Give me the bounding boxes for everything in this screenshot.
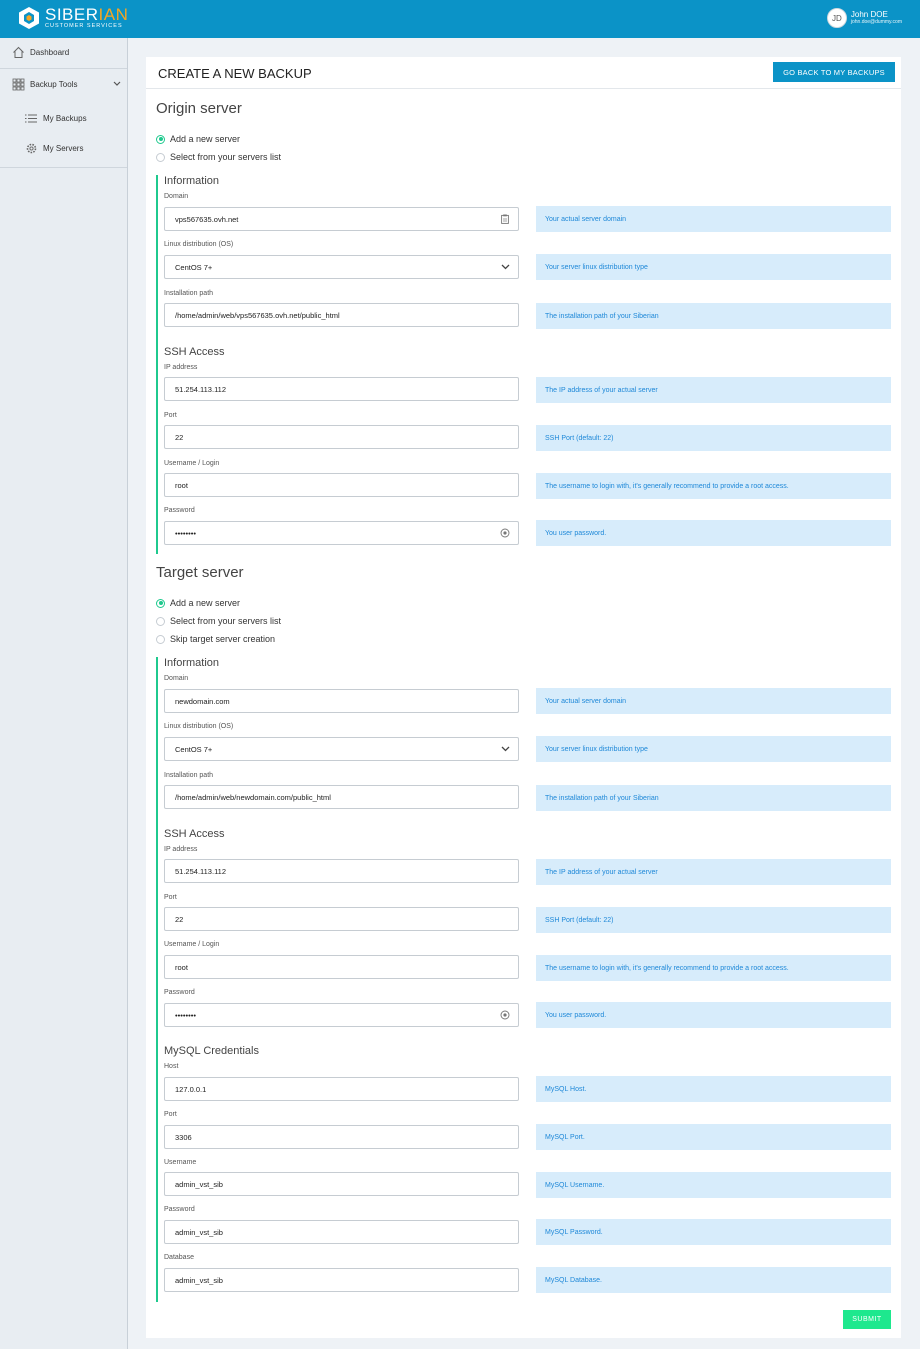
target-ip-label: IP address (164, 846, 198, 853)
origin-port-hint: SSH Port (default: 22) (536, 425, 891, 451)
mysql-port-hint: MySQL Port. (536, 1124, 891, 1150)
origin-ip-hint: The IP address of your actual server (536, 377, 891, 403)
origin-os-hint: Your server linux distribution type (536, 254, 891, 280)
select-value: CentOS 7+ (175, 744, 213, 754)
input-value: 22 (175, 432, 184, 442)
user-name: John DOE (850, 9, 888, 19)
chevron-down-icon[interactable] (500, 744, 510, 754)
origin-ssh-title: SSH Access (164, 346, 225, 358)
mysql-host-hint: MySQL Host. (536, 1076, 891, 1102)
input-value: admin_vst_sib (175, 1227, 223, 1237)
brand-logo[interactable] (18, 6, 128, 30)
gear-icon (24, 141, 38, 155)
user-menu[interactable] (827, 8, 902, 28)
radio-button[interactable] (156, 135, 165, 144)
target-server-title: Target server (156, 564, 244, 581)
sidebar-item-my-servers[interactable] (24, 141, 127, 155)
create-backup-card (146, 57, 901, 1338)
radio-button[interactable] (156, 599, 165, 608)
target-username-input[interactable] (164, 955, 519, 979)
mysql-password-label: Password (164, 1206, 195, 1213)
top-bar (0, 0, 920, 38)
input-value: /home/admin/web/vps567635.ovh.net/public_html (175, 310, 340, 320)
sidebar-item-backup-tools[interactable] (11, 77, 127, 91)
origin-port-input[interactable] (164, 425, 519, 449)
user-email: john.doe@dummy.com (850, 18, 902, 25)
mysql-port-input[interactable] (164, 1125, 519, 1149)
origin-domain-label: Domain (164, 193, 189, 200)
input-value: 22 (175, 914, 184, 924)
radio-label: Add a new server (170, 598, 241, 608)
input-value: 51.254.113.112 (175, 866, 227, 876)
sidebar-item-label: My Backups (43, 113, 87, 123)
target-ip-hint: The IP address of your actual server (536, 859, 891, 885)
clipboard-icon[interactable] (500, 214, 510, 224)
target-username-label: Username / Login (164, 941, 220, 948)
target-domain-hint: Your actual server domain (536, 688, 891, 714)
origin-section-bar (156, 175, 158, 554)
origin-domain-hint: Your actual server domain (536, 206, 891, 232)
origin-server-title: Origin server (156, 100, 242, 117)
card-header (146, 57, 901, 89)
sidebar-item-my-backups[interactable] (24, 111, 127, 125)
divider (0, 167, 127, 168)
mysql-username-hint: MySQL Username. (536, 1172, 891, 1198)
back-to-backups-button[interactable]: GO BACK TO MY BACKUPS (773, 62, 895, 82)
radio-label: Select from your servers list (170, 616, 282, 626)
mysql-database-hint: MySQL Database. (536, 1267, 891, 1293)
avatar[interactable]: JD (827, 8, 847, 28)
input-value: root (175, 480, 188, 490)
page-title: CREATE A NEW BACKUP (158, 66, 312, 81)
origin-path-input[interactable] (164, 303, 519, 327)
sidebar-item-label: Dashboard (30, 47, 70, 57)
chevron-down-icon[interactable] (500, 262, 510, 272)
select-value: CentOS 7+ (175, 262, 213, 272)
mysql-username-input[interactable] (164, 1172, 519, 1196)
target-path-hint: The installation path of your Siberian (536, 785, 891, 811)
mysql-port-label: Port (164, 1111, 177, 1118)
origin-username-label: Username / Login (164, 460, 220, 467)
mysql-host-label: Host (164, 1063, 179, 1070)
origin-username-hint: The username to login with, it's generally recommend to provide a root access. (536, 473, 891, 499)
origin-radio-add-new[interactable] (156, 134, 240, 144)
origin-os-label: Linux distribution (OS) (164, 241, 234, 248)
input-value: •••••••• (175, 1010, 197, 1020)
target-port-hint: SSH Port (default: 22) (536, 907, 891, 933)
target-radio-add-new[interactable] (156, 598, 240, 608)
input-value: •••••••• (175, 528, 197, 538)
radio-label: Skip target server creation (170, 634, 276, 644)
origin-port-label: Port (164, 412, 177, 419)
origin-password-hint: You user password. (536, 520, 891, 546)
target-os-label: Linux distribution (OS) (164, 723, 234, 730)
grid-icon (11, 77, 25, 91)
mysql-database-input[interactable] (164, 1268, 519, 1292)
input-value: newdomain.com (175, 696, 230, 706)
mysql-password-hint: MySQL Password. (536, 1219, 891, 1245)
origin-username-input[interactable] (164, 473, 519, 497)
target-section-bar (156, 657, 158, 1302)
origin-ip-input[interactable] (164, 377, 519, 401)
house-icon (11, 45, 25, 59)
origin-path-hint: The installation path of your Siberian (536, 303, 891, 329)
target-domain-input[interactable] (164, 689, 519, 713)
list-icon (24, 111, 38, 125)
brand-name: SIBERIAN (45, 5, 129, 25)
sidebar-item-label: Backup Tools (30, 79, 78, 89)
origin-ip-label: IP address (164, 364, 198, 371)
origin-password-label: Password (164, 507, 195, 514)
target-ssh-title: SSH Access (164, 828, 225, 840)
eye-icon[interactable] (500, 1010, 510, 1020)
target-password-label: Password (164, 989, 195, 996)
sidebar-item-label: My Servers (43, 143, 84, 153)
input-value: 51.254.113.112 (175, 384, 227, 394)
input-value: root (175, 962, 188, 972)
target-username-hint: The username to login with, it's generally recommend to provide a root access. (536, 955, 891, 981)
radio-label: Select from your servers list (170, 152, 282, 162)
input-value: admin_vst_sib (175, 1275, 223, 1285)
target-path-label: Installation path (164, 772, 214, 779)
mysql-host-input[interactable] (164, 1077, 519, 1101)
radio-button[interactable] (156, 617, 165, 626)
target-password-hint: You user password. (536, 1002, 891, 1028)
origin-os-select[interactable] (164, 255, 519, 279)
sidebar (0, 38, 128, 1349)
input-value: admin_vst_sib (175, 1179, 223, 1189)
input-value: /home/admin/web/newdomain.com/public_html (175, 792, 331, 802)
origin-domain-input[interactable] (164, 207, 519, 231)
mysql-password-input[interactable] (164, 1220, 519, 1244)
input-value: 127.0.0.1 (175, 1084, 207, 1094)
divider (0, 68, 127, 69)
brand-tagline: CUSTOMER SERVICES (45, 23, 123, 30)
target-information-title: Information (164, 657, 220, 669)
chevron-down-icon[interactable] (113, 80, 121, 89)
radio-label: Add a new server (170, 134, 241, 144)
sidebar-item-dashboard[interactable] (11, 45, 127, 59)
submit-button[interactable]: SUBMIT (843, 1310, 891, 1329)
target-domain-label: Domain (164, 675, 189, 682)
target-port-label: Port (164, 894, 177, 901)
radio-button[interactable] (156, 153, 165, 162)
target-os-hint: Your server linux distribution type (536, 736, 891, 762)
target-password-input[interactable] (164, 1003, 519, 1027)
eye-icon[interactable] (500, 528, 510, 538)
input-value: 3306 (175, 1132, 192, 1142)
target-radio-select-list[interactable] (156, 616, 281, 626)
target-port-input[interactable] (164, 907, 519, 931)
origin-information-title: Information (164, 175, 220, 187)
target-ip-input[interactable] (164, 859, 519, 883)
input-value: vps567635.ovh.net (175, 214, 239, 224)
target-mysql-title: MySQL Credentials (164, 1045, 259, 1057)
mysql-username-label: Username (164, 1159, 197, 1166)
logo-hex-icon (18, 6, 40, 30)
origin-password-input[interactable] (164, 521, 519, 545)
origin-radio-select-list[interactable] (156, 152, 281, 162)
target-path-input[interactable] (164, 785, 519, 809)
target-radio-skip[interactable] (156, 634, 275, 644)
target-os-select[interactable] (164, 737, 519, 761)
radio-button[interactable] (156, 635, 165, 644)
mysql-database-label: Database (164, 1254, 194, 1261)
origin-path-label: Installation path (164, 290, 214, 297)
